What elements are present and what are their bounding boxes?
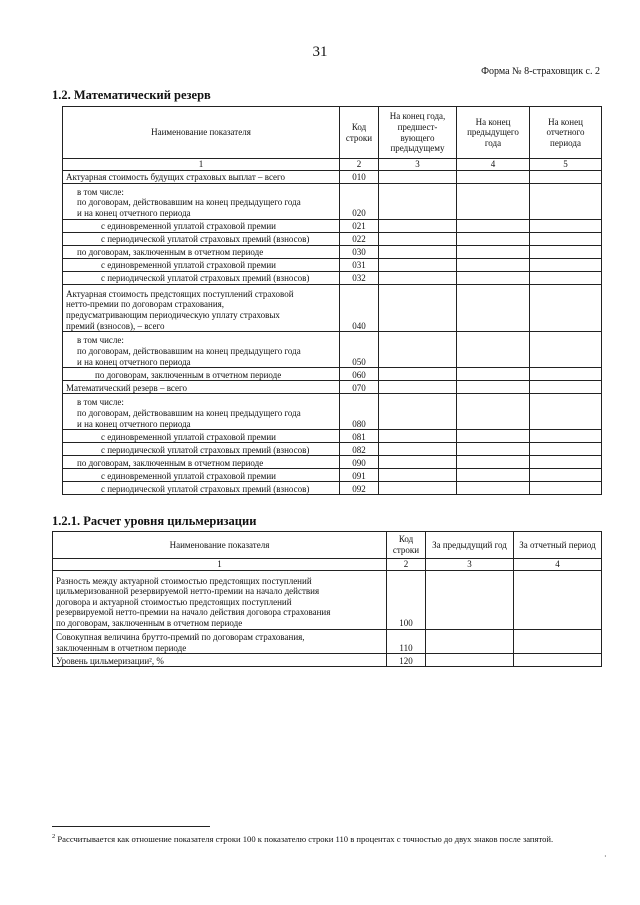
row-code: 030	[340, 245, 379, 258]
value-cell[interactable]	[379, 183, 457, 219]
value-cell[interactable]	[379, 443, 457, 456]
mathematical-reserve-rows	[63, 170, 602, 495]
row-code: 082	[340, 443, 379, 456]
column-number: 2	[387, 559, 426, 571]
value-cell[interactable]	[530, 332, 602, 368]
value-cell[interactable]	[379, 482, 457, 495]
value-cell[interactable]	[457, 332, 530, 368]
row-label-line: по договорам, действовавшим на конец предыдущего года	[77, 345, 301, 356]
row-label-line: с единовременной уплатой страховой премии	[101, 431, 276, 442]
row-label-line: с периодической уплатой страховых премий (взносов)	[101, 234, 310, 244]
table-row	[63, 232, 602, 245]
row-label-line: и на конец отчетного периода	[77, 356, 191, 367]
value-cell[interactable]	[426, 654, 514, 667]
value-cell[interactable]	[379, 170, 457, 183]
value-cell[interactable]	[514, 654, 602, 667]
table-row	[63, 482, 602, 495]
section-title-mathematical-reserve: 1.2. Математический резерв	[52, 88, 211, 102]
row-label	[63, 430, 340, 443]
value-cell[interactable]	[457, 284, 530, 332]
header-name: Наименование показателя	[63, 107, 340, 159]
row-label-line: с периодической уплатой страховых премий (взносов)	[101, 444, 310, 455]
row-code: 040	[340, 284, 379, 332]
header-col4: За отчетный период	[514, 532, 602, 559]
value-cell[interactable]	[530, 183, 602, 219]
value-cell[interactable]	[530, 284, 602, 332]
value-cell[interactable]	[457, 381, 530, 394]
value-cell[interactable]	[530, 482, 602, 495]
column-number: 3	[426, 559, 514, 571]
row-label	[63, 482, 340, 495]
value-cell[interactable]	[379, 368, 457, 381]
table-row	[63, 271, 602, 284]
row-label-line: по договорам, действовавшим на конец предыдущего года	[77, 197, 301, 208]
column-number: 4	[457, 159, 530, 171]
row-code: 070	[340, 381, 379, 394]
header-col4: На конец предыдущего года	[457, 107, 530, 159]
header-col3: За предыдущий год	[426, 532, 514, 559]
footnote-marker: 2	[52, 833, 56, 840]
value-cell[interactable]	[426, 629, 514, 654]
row-label	[63, 258, 340, 271]
table-row	[53, 654, 602, 667]
header-col3: На конец года, предшест- вующего предыдущему	[379, 107, 457, 159]
row-code: 110	[387, 629, 426, 654]
table-row	[63, 381, 602, 394]
row-label-line: цильмеризованной резервируемой нетто-премии на начало действия	[56, 586, 320, 597]
row-label-line: предусматривающим периодическую уплату страховых	[66, 309, 280, 320]
header-code: Код строки	[340, 107, 379, 159]
row-label-line: Разность между актуарной стоимостью предстоящих поступлений	[56, 575, 312, 586]
column-number: 2	[340, 159, 379, 171]
row-code: 081	[340, 430, 379, 443]
form-reference: Форма № 8-страховщик с. 2	[481, 66, 600, 77]
row-label-line: в том числе:	[77, 186, 124, 197]
table-row	[53, 570, 602, 629]
row-label-line: договора и актуарной стоимостью предстоящих поступлений	[56, 596, 292, 607]
table-row	[63, 183, 602, 219]
header-name: Наименование показателя	[53, 532, 387, 559]
column-number: 1	[63, 159, 340, 171]
row-label	[53, 654, 387, 667]
row-label-line: премий (взносов), – всего	[66, 320, 165, 331]
row-code: 080	[340, 394, 379, 430]
table-row	[63, 394, 602, 430]
value-cell[interactable]	[457, 271, 530, 284]
row-label-line: с единовременной уплатой страховой премии	[101, 260, 276, 270]
row-code: 090	[340, 456, 379, 469]
row-label	[53, 570, 387, 629]
value-cell[interactable]	[379, 332, 457, 368]
row-label	[63, 271, 340, 284]
row-label-line: и на конец отчетного периода	[77, 208, 191, 218]
row-code: 100	[387, 570, 426, 629]
row-label-line: в том числе:	[77, 397, 124, 408]
value-cell[interactable]	[457, 443, 530, 456]
value-cell[interactable]	[457, 430, 530, 443]
footnote-text: Рассчитывается как отношение показателя строки 100 к показателю строки 110 в процентах с точностью до двух знаков после запятой.	[57, 833, 554, 844]
row-label-line: Уровень цильмеризации², %	[56, 655, 164, 666]
row-label-line: заключенным в отчетном периоде	[56, 642, 187, 653]
mathematical-reserve-table	[62, 106, 602, 495]
row-code: 091	[340, 469, 379, 482]
value-cell[interactable]	[457, 232, 530, 245]
value-cell[interactable]	[379, 245, 457, 258]
row-label	[63, 381, 340, 394]
row-label	[63, 332, 340, 368]
column-number: 3	[379, 159, 457, 171]
row-code: 010	[340, 170, 379, 183]
row-label	[63, 368, 340, 381]
row-label-line: с периодической уплатой страховых премий (взносов)	[101, 483, 310, 494]
value-cell[interactable]	[514, 629, 602, 654]
zillmerization-rows	[53, 570, 602, 667]
value-cell[interactable]	[530, 245, 602, 258]
section-title-zillmerization: 1.2.1. Расчет уровня цильмеризации	[52, 514, 257, 528]
page-number: 31	[312, 44, 328, 60]
value-cell[interactable]	[457, 394, 530, 430]
row-label-line: по договорам, заключенным в отчетном периоде	[77, 247, 264, 257]
value-cell[interactable]	[379, 219, 457, 232]
row-label	[63, 170, 340, 183]
row-label	[53, 629, 387, 654]
value-cell[interactable]	[457, 368, 530, 381]
row-label	[63, 284, 340, 332]
value-cell[interactable]	[457, 456, 530, 469]
value-cell[interactable]	[379, 271, 457, 284]
row-label	[63, 456, 340, 469]
value-cell[interactable]	[530, 232, 602, 245]
value-cell[interactable]	[530, 258, 602, 271]
row-label	[63, 219, 340, 232]
table-row	[63, 332, 602, 368]
value-cell[interactable]	[457, 219, 530, 232]
value-cell[interactable]	[530, 368, 602, 381]
page-mark: ·	[604, 852, 607, 861]
value-cell[interactable]	[457, 170, 530, 183]
row-label-line: Актуарная стоимость предстоящих поступлений страховой	[66, 288, 294, 299]
value-cell[interactable]	[457, 469, 530, 482]
table-row	[63, 219, 602, 232]
row-label-line: по договорам, заключенным в отчетном периоде	[56, 618, 243, 628]
value-cell[interactable]	[379, 258, 457, 271]
header-code: Код строки	[387, 532, 426, 559]
row-label	[63, 245, 340, 258]
column-number: 1	[53, 559, 387, 571]
row-label	[63, 443, 340, 456]
table-row	[63, 170, 602, 183]
zillmerization-table	[52, 531, 602, 667]
value-cell[interactable]	[530, 381, 602, 394]
value-cell[interactable]	[457, 183, 530, 219]
row-label	[63, 394, 340, 430]
row-label-line: по договорам, заключенным в отчетном периоде	[77, 457, 264, 468]
row-label-line: с периодической уплатой страховых премий (взносов)	[101, 273, 310, 283]
row-label-line: Математический резерв – всего	[66, 382, 187, 393]
column-number: 5	[530, 159, 602, 171]
table-row	[63, 430, 602, 443]
row-label-line: по договорам, заключенным в отчетном периоде	[95, 369, 282, 380]
row-code: 050	[340, 332, 379, 368]
value-cell[interactable]	[379, 430, 457, 443]
footnote	[52, 832, 608, 845]
value-cell[interactable]	[530, 219, 602, 232]
row-label-line: в том числе:	[77, 335, 124, 346]
row-code: 032	[340, 271, 379, 284]
table-row	[63, 368, 602, 381]
row-label	[63, 183, 340, 219]
row-code: 031	[340, 258, 379, 271]
value-cell[interactable]	[530, 271, 602, 284]
value-cell[interactable]	[379, 469, 457, 482]
value-cell[interactable]	[379, 381, 457, 394]
row-label-line: Совокупная величина брутто-премий по договорам страхования,	[56, 631, 305, 642]
row-code: 120	[387, 654, 426, 667]
table-row	[63, 456, 602, 469]
row-label-line: с единовременной уплатой страховой премии	[101, 470, 276, 481]
value-cell[interactable]	[530, 443, 602, 456]
row-code: 092	[340, 482, 379, 495]
value-cell[interactable]	[514, 570, 602, 629]
value-cell[interactable]	[530, 456, 602, 469]
header-col5: На конец отчетного периода	[530, 107, 602, 159]
value-cell[interactable]	[426, 570, 514, 629]
value-cell[interactable]	[379, 284, 457, 332]
row-label-line: нетто-премии по договорам страхования,	[66, 299, 225, 310]
row-code: 022	[340, 232, 379, 245]
table-row	[63, 443, 602, 456]
column-number: 4	[514, 559, 602, 571]
footnote-divider	[52, 826, 210, 827]
value-cell[interactable]	[530, 394, 602, 430]
value-cell[interactable]	[530, 170, 602, 183]
value-cell[interactable]	[379, 394, 457, 430]
table-row	[53, 629, 602, 654]
value-cell[interactable]	[457, 258, 530, 271]
row-label-line: и на конец отчетного периода	[77, 418, 191, 429]
value-cell[interactable]	[379, 232, 457, 245]
row-code: 060	[340, 368, 379, 381]
row-label	[63, 469, 340, 482]
value-cell[interactable]	[379, 456, 457, 469]
row-label-line: резервируемой нетто-премии на начало действия договора страхования	[56, 607, 331, 618]
row-code: 021	[340, 219, 379, 232]
row-label-line: по договорам, действовавшим на конец предыдущего года	[77, 407, 301, 418]
table-row	[63, 284, 602, 332]
row-code: 020	[340, 183, 379, 219]
row-label	[63, 232, 340, 245]
value-cell[interactable]	[457, 245, 530, 258]
row-label-line: Актуарная стоимость будущих страховых выплат – всего	[66, 172, 286, 182]
table-row	[63, 469, 602, 482]
table-row	[63, 245, 602, 258]
value-cell[interactable]	[457, 482, 530, 495]
row-label-line: с единовременной уплатой страховой премии	[101, 221, 276, 231]
value-cell[interactable]	[530, 430, 602, 443]
table-row	[63, 258, 602, 271]
value-cell[interactable]	[530, 469, 602, 482]
